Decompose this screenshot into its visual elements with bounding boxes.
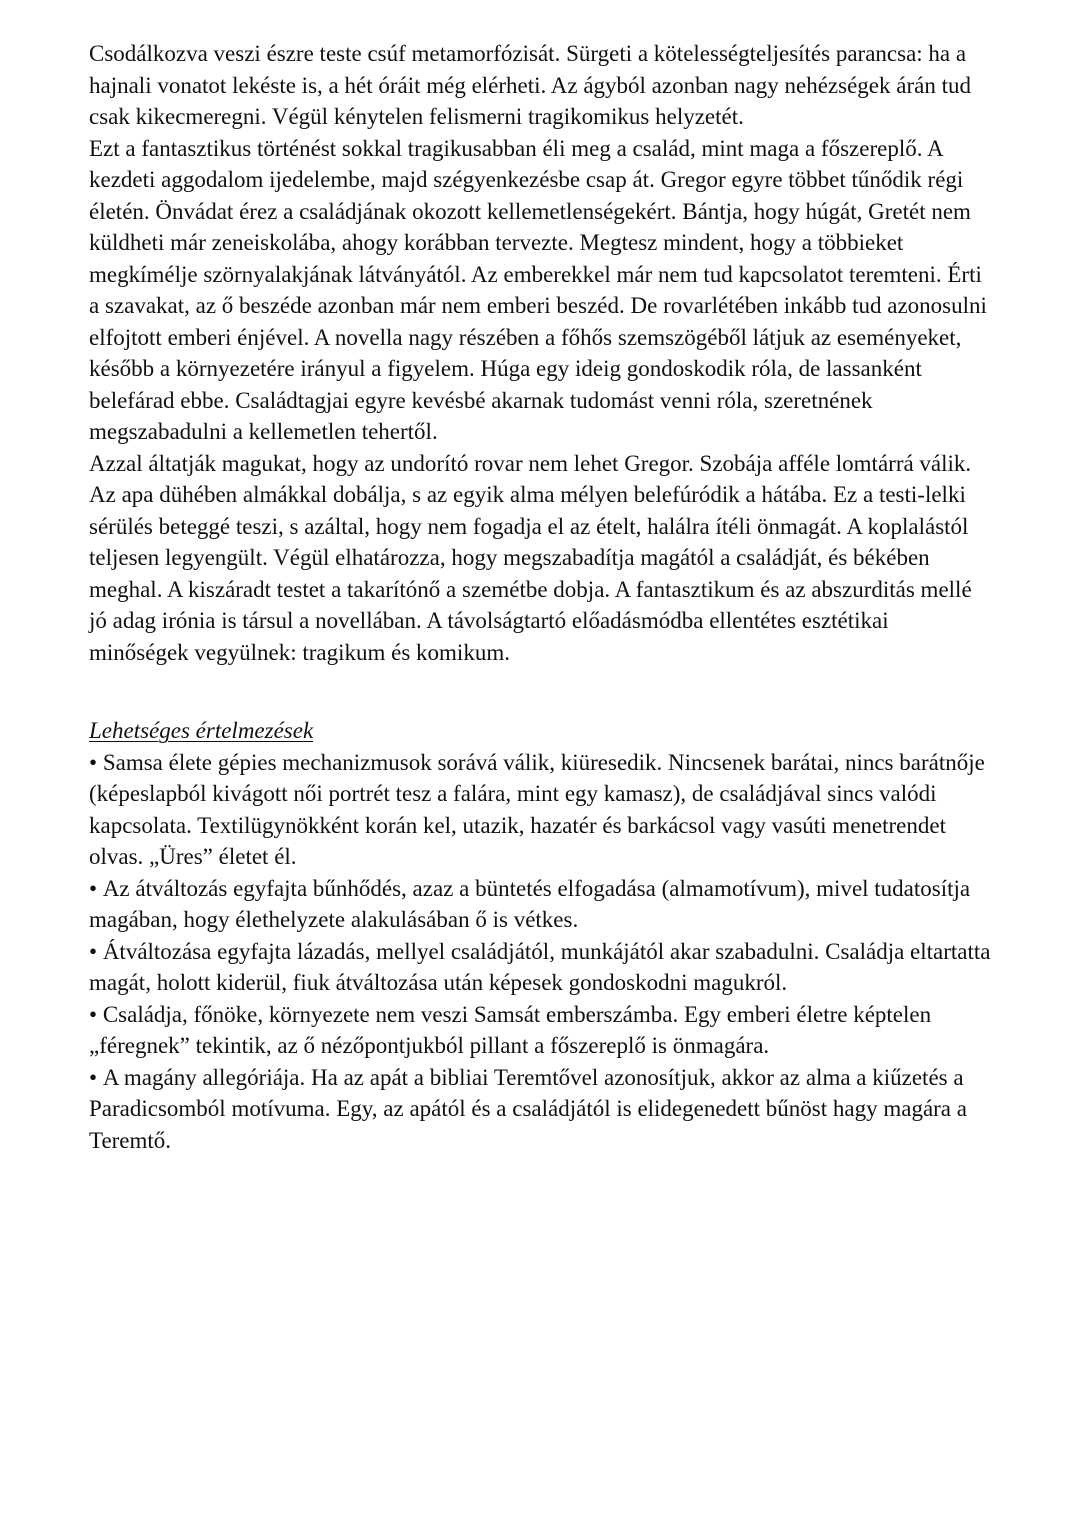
document-page [89,38,994,1156]
bullet-item: • Az átváltozás egyfajta bűnhődés, azaz a büntetés elfogadása (almamotívum), mivel tudatosítja magában, hogy élethelyzete alakulásában ő is vétkes. [89,873,994,936]
bullet-item: • A magány allegóriája. Ha az apát a bibliai Teremtővel azonosítjuk, akkor az alma a kiűzetés a Paradicsomból motívuma. Egy, az apától és a családjától is elidegenedett bűnöst hagy magára a Teremtő. [89,1062,994,1157]
section-spacer [89,668,994,715]
bullet-item: • Családja, főnöke, környezete nem veszi Samsát emberszámba. Egy emberi életre képtelen „féregnek” tekintik, az ő nézőpontjukból pillant a főszereplő is önmagára. [89,999,994,1062]
body-paragraph: Azzal áltatják magukat, hogy az undorító rovar nem lehet Gregor. Szobája afféle lomtárrá válik. Az apa dühében almákkal dobálja, s az egyik alma mélyen belefúródik a hátába. Ez a testi-lelki sérülés beteggé teszi, s azáltal, hogy nem fogadja el az ételt, halálra ítéli önmagát. A koplalástól teljesen legyengült. Végül elhatározza, hogy megszabadítja magától a családját, és békében meghal. A kiszáradt testet a takarítónő a szemétbe dobja. A fantasztikum és az abszurditás mellé jó adag irónia is társul a novellában. A távolságtartó előadásmódba ellentétes esztétikai minőségek vegyülnek: tragikum és komikum. [89,450,972,665]
bullet-item: • Samsa élete gépies mechanizmusok sorává válik, kiüresedik. Nincsenek barátai, nincs barátnője (képeslapból kivágott női portrét tesz a falára, mint egy kamasz), de családjával sincs valódi kapcsolata. Textilügynökként korán kel, utazik, hazatér és barkácsol vagy vasúti menetrendet olvas. „Üres” életet él. [89,747,994,873]
section-heading: Lehetséges értelmezések [89,718,314,743]
body-paragraph: Csodálkozva veszi észre teste csúf metamorfózisát. Sürgeti a kötelességteljesítés parancsa: ha a hajnali vonatot lekéste is, a hét óráit még elérheti. Az ágyból azonban nagy nehézségek árán tud csak kikecmeregni. Végül kénytelen felismerni tragikomikus helyzetét. [89,41,971,129]
body-paragraph: Ezt a fantasztikus történést sokkal tragikusabban éli meg a család, mint maga a főszereplő. A kezdeti aggodalom ijedelembe, majd szégyenkezésbe csap át. Gregor egyre többet tűnődik régi életén. Önvádat érez a családjának okozott kellemetlenségekért. Bántja, hogy húgát, Gretét nem küldheti már zeneiskolába, ahogy korábban tervezte. Megtesz mindent, hogy a többieket megkímélje szörnyalakjának látványától. Az emberekkel már nem tud kapcsolatot teremteni. Érti a szavakat, az ő beszéde azonban már nem emberi beszéd. De rovarlétében inkább tud azonosulni elfojtott emberi énjével. A novella nagy részében a főhős szemszögéből látjuk az eseményeket, később a környezetére irányul a figyelem. Húga egy ideig gondoskodik róla, de lassanként belefárad ebbe. Családtagjai egyre kevésbé akarnak tudomást venni róla, szeretnének megszabadulni a kellemetlen tehertől. [89,135,987,444]
bullet-item: • Átváltozása egyfajta lázadás, mellyel családjától, munkájától akar szabadulni. Családja eltartatta magát, holott kiderül, fiuk átváltozása után képesek gondoskodni magukról. [89,936,994,999]
